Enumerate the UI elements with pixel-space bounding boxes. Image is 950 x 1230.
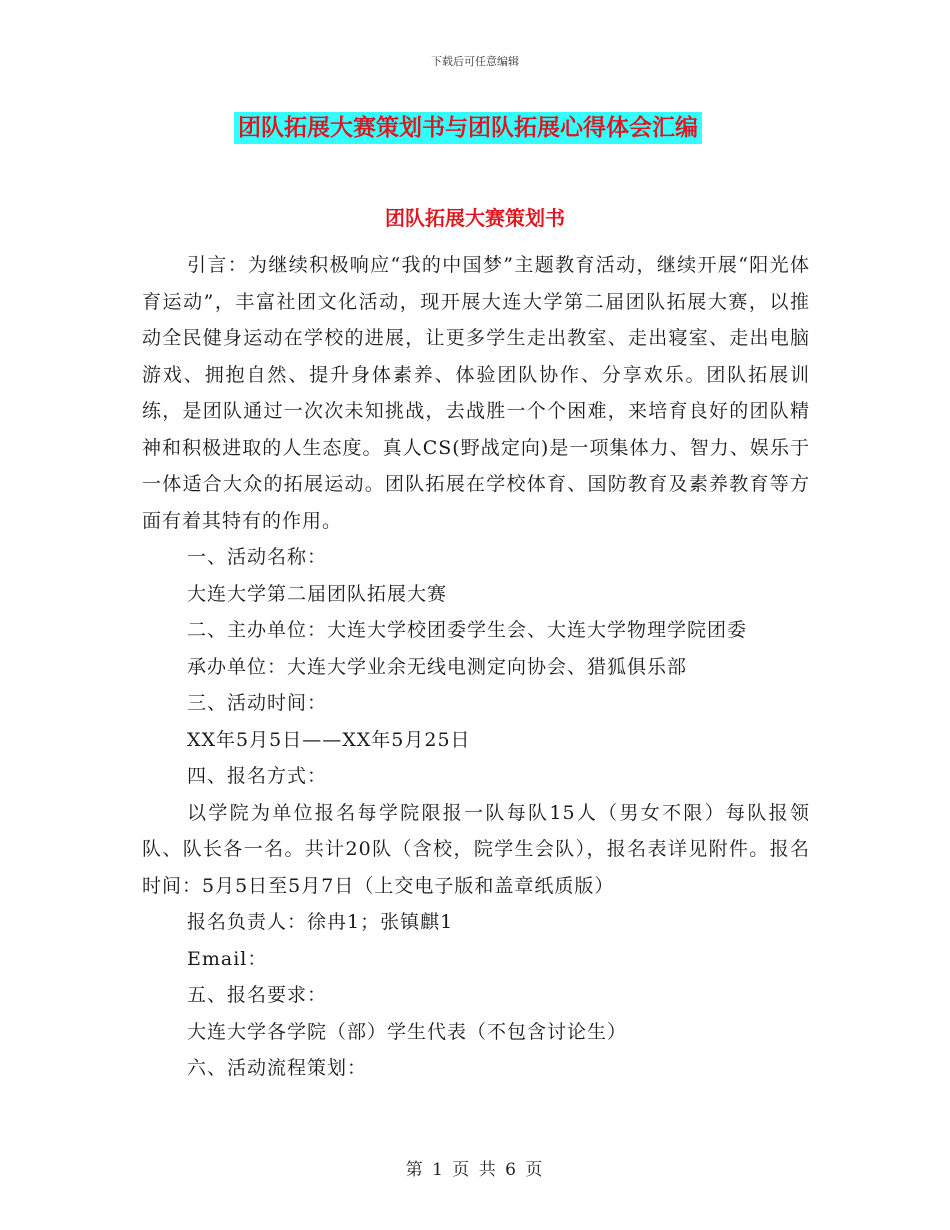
body-text — [142, 247, 810, 1087]
registration-contact: 报名负责人：徐冉1；张镇麒1 — [187, 911, 454, 933]
co-organizer-line: 承办单位：大连大学业余无线电测定向协会、猎狐俱乐部 — [187, 655, 688, 678]
activity-name: 大连大学第二届团队拓展大赛 — [187, 582, 448, 605]
section-title: 团队拓展大赛策划书 — [385, 206, 565, 230]
intro-paragraph: 引言：为继续积极响应“我的中国梦”主题教育活动，继续开展“阳光体育运动”，丰富社团文化活动，现开展大连大学第二届团队拓展大赛，以推动全民健身运动在学校的进展，让更多学生走出教室、走出寝室、走出电脑游戏、拥抱自然、提升身体素养、体验团队协作、分享欢乐。团队拓展训练，是团队通过一次次未知挑战，去战胜一个个困难，来培育良好的团队精神和积极进取的人生态度。真人CS(野战定向)是一项集体力、智力、娱乐于一体适合大众的拓展运动。团队拓展在学校体育、国防教育及素养教育等方面有着其特有的作用。 — [142, 254, 810, 532]
registration-paragraph: 以学院为单位报名每学院限报一队每队15人（男女不限）每队报领队、队长各一名。共计20队（含校，院学生会队），报名表详见附件。报名时间：5月5日至5月7日（上交电子版和盖章纸质版） — [142, 801, 810, 897]
organizer-line: 二、主办单位：大连大学校团委学生会、大连大学物理学院团委 — [187, 619, 748, 641]
section-heading-activity-time: 三、活动时间： — [187, 692, 328, 714]
activity-time: XX年5月5日——XX年5月25日 — [187, 728, 471, 751]
email-line: Email： — [187, 947, 268, 970]
header-note: 下载后可任意编辑 — [431, 55, 519, 68]
section-heading-requirements: 五、报名要求： — [187, 984, 328, 1006]
document-title: 团队拓展大赛策划书与团队拓展心得体会汇编 — [234, 112, 702, 144]
requirements-line: 大连大学各学院（部）学生代表（不包含讨论生） — [187, 1020, 628, 1043]
section-heading-activity-name: 一、活动名称： — [187, 546, 328, 568]
section-heading-process: 六、活动流程策划： — [187, 1057, 368, 1079]
section-heading-registration: 四、报名方式： — [187, 765, 328, 787]
page-footer: 第 1 页 共 6 页 — [405, 1160, 545, 1180]
